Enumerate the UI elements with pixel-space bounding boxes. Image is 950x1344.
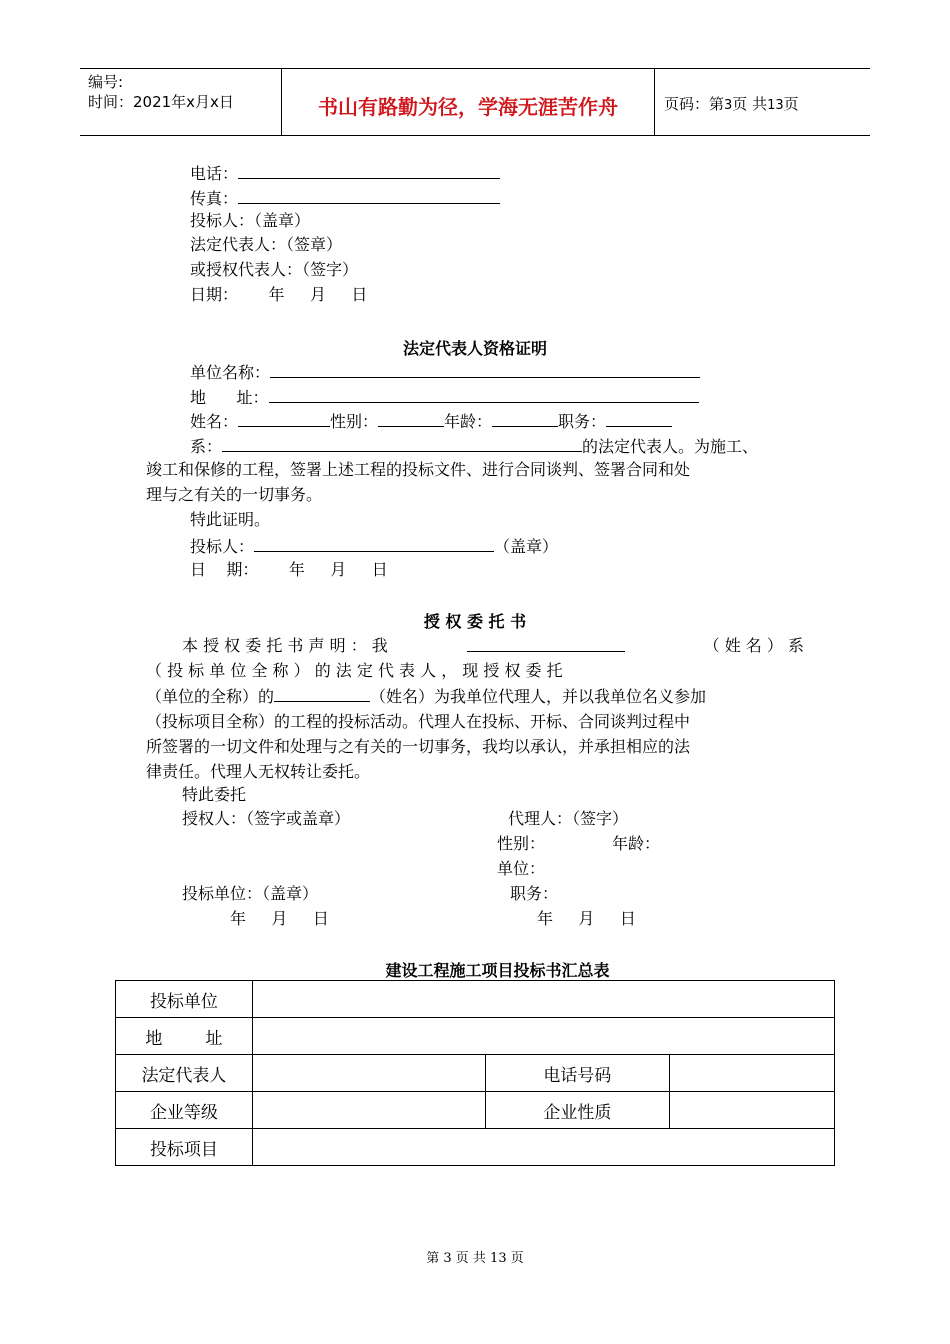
legal-cert-title: 法定代表人资格证明 [402,339,547,358]
summary-table [115,980,835,1166]
nature-label: 企业性质 [485,1092,670,1129]
auth-date-right: 年 月 日 [537,909,636,928]
auth-date-left: 年 月 日 [230,909,329,928]
summary-table-title: 建设工程施工项目投标书汇总表 [385,961,610,980]
fax-line: 传真： [190,185,500,211]
cert-body-3: 理与之有关的一切事务。 [146,485,323,504]
table-row [116,981,835,1018]
fax-blank[interactable] [238,185,500,204]
auth-line-6: 律责任。代理人无权转让委托。 [146,762,371,781]
bidder-seal-line: 投标人：（盖章） [190,211,311,230]
address-cell[interactable] [252,1018,834,1055]
auth-line-4: （投标项目全称）的工程的投标活动。代理人在投标、开标、合同谈判过程中 [146,712,691,731]
number-label: 编号: [88,73,124,91]
cert-bidder-blank[interactable] [254,533,494,552]
nature-cell[interactable] [670,1092,835,1129]
unit-name-line: 单位名称： [190,359,700,385]
cert-bidder-line: 投标人： （盖章） [190,533,558,559]
name-blank[interactable] [238,408,330,427]
legal-rep-cell[interactable] [252,1055,485,1092]
header-motto: 书山有路勤为径，学海无涯苦作舟 [318,95,618,119]
legal-rep-line: 法定代表人：（签章） [190,235,343,254]
auth-rep-line: 或授权代表人：（签字） [190,260,359,279]
legal-rep-label: 法定代表人 [116,1055,253,1092]
auth-line-5: 所签署的一切文件和处理与之有关的一切事务，我均以承认，并承担相应的法 [146,737,691,756]
grade-label: 企业等级 [116,1092,253,1129]
auth-line-1: 本 授 权 委 托 书 声 明 ： 我 （ 姓 名 ） 系 [146,633,804,658]
agent-unit: 单位： [497,859,546,878]
table-row [116,1055,835,1092]
gender-blank[interactable] [378,408,444,427]
bid-unit-label: 投标单位 [116,981,253,1018]
project-label: 投标项目 [116,1129,253,1166]
position-blank[interactable] [606,408,672,427]
agent-gender: 性别： [497,834,546,853]
auth-special: 特此委托 [182,785,247,804]
agent-position: 职务： [510,884,559,903]
header-top-rule [80,68,870,69]
phone-line: 电话： [190,160,500,186]
table-row [116,1018,835,1055]
unit-name-blank[interactable] [270,359,700,378]
date-line: 日期： 年 月 日 [190,285,368,304]
agent-age: 年龄： [612,834,661,853]
address-label: 地 址 [116,1018,253,1055]
cert-body-2: 竣工和保修的工程，签署上述工程的投标文件、进行合同谈判、签署合同和处 [146,460,691,479]
table-row [116,1092,835,1129]
page-prefix: 页码：第 [664,95,725,113]
authorizer-line: 授权人：（签字或盖章） [182,809,351,828]
cert-special: 特此证明。 [190,510,271,529]
xi-line: 系： 的法定代表人。为施工、 [190,433,758,459]
phone-cell[interactable] [670,1055,835,1092]
phone-blank[interactable] [238,160,500,179]
bid-unit-cell[interactable] [252,981,834,1018]
page-footer: 第 3 页 共 13 页 [426,1251,524,1266]
page-total: 13 [767,98,784,113]
company-blank[interactable] [222,433,582,452]
auth-name-blank[interactable] [467,633,625,652]
page-suffix: 页 [783,95,799,113]
address-blank[interactable] [269,384,699,403]
authorization-title: 授 权 委 托 书 [423,612,527,631]
age-blank[interactable] [492,408,558,427]
auth-line-2: （ 投 标 单 位 全 称 ） 的 法 定 代 表 人 ， 现 授 权 委 托 [146,661,563,680]
agent-line: 代理人：（签字） [508,809,629,828]
auth-line-3: （单位的全称）的 （姓名）为我单位代理人，并以我单位名义参加 [146,683,804,709]
header-divider [654,68,655,135]
header-bottom-rule [80,135,870,136]
person-info-line: 姓名： 性别： 年龄： 职务： [190,408,672,434]
grade-cell[interactable] [252,1092,485,1129]
header-page-info [664,93,799,114]
agent-name-blank[interactable] [274,683,370,702]
cert-date-line: 日 期： 年 月 日 [190,560,388,579]
authorization-body [146,633,804,784]
bid-unit-seal-line: 投标单位：（盖章） [182,884,319,903]
project-cell[interactable] [252,1129,834,1166]
table-row [116,1129,835,1166]
address-line: 地 址： [190,384,699,410]
phone-label: 电话号码 [485,1055,670,1092]
page-number: 3 [724,98,733,113]
page-mid: 页 共 [732,95,768,113]
header-meta [88,72,234,112]
time-label: 时间：2021年x月x日 [88,93,234,111]
